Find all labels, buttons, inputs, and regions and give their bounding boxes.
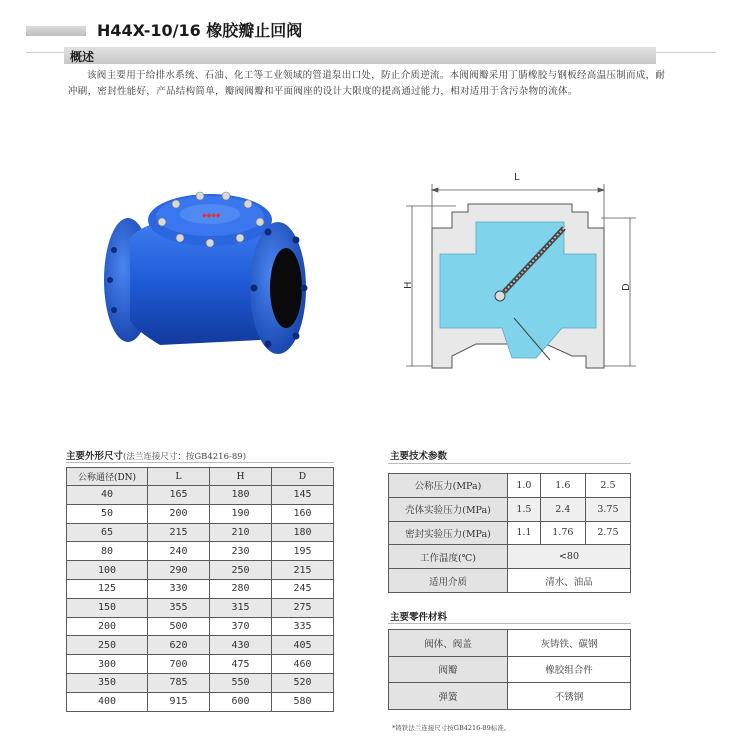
table-cell: 620: [148, 636, 210, 655]
parts-caption: 主要零件材料: [390, 612, 448, 623]
table-row: [67, 542, 334, 561]
table-cell: 280: [210, 579, 272, 598]
table-row: [389, 569, 631, 593]
overview-heading-bar: [64, 47, 656, 64]
tech-caption: 主要技术参数: [390, 451, 448, 462]
table-cell: 475: [210, 655, 272, 674]
table-row: [67, 598, 334, 617]
table-cell: 150: [67, 598, 148, 617]
table-cell: 180: [210, 486, 272, 505]
table-row: [67, 523, 334, 542]
table-cell: 350: [67, 673, 148, 692]
table-cell: 50: [67, 504, 148, 523]
part-material: 灰铸铁、碳钢: [508, 630, 631, 657]
table-cell: 700: [148, 655, 210, 674]
table-cell: 210: [210, 523, 272, 542]
cross-section-drawing: [396, 168, 646, 383]
dimensions-table: [66, 467, 334, 712]
table-cell: 370: [210, 617, 272, 636]
param-value: 1.0: [508, 474, 541, 498]
table-cell: 430: [210, 636, 272, 655]
label-L: L: [514, 172, 520, 183]
param-value: 2.5: [585, 474, 630, 498]
part-material: 不锈钢: [508, 683, 631, 710]
param-value: 2.75: [585, 521, 630, 545]
label-H: H: [403, 281, 414, 289]
table-cell: 80: [67, 542, 148, 561]
header-D: D: [272, 468, 334, 486]
label-D: D: [621, 283, 632, 291]
table-row: [67, 561, 334, 580]
table-row: [67, 579, 334, 598]
valve-photo: [100, 180, 310, 360]
table-cell: 335: [272, 617, 334, 636]
param-value: 3.75: [585, 497, 630, 521]
table-cell: 180: [272, 523, 334, 542]
table-cell: 195: [272, 542, 334, 561]
svg-text:◆◆◆◆: ◆◆◆◆: [202, 212, 221, 219]
table-cell: 100: [67, 561, 148, 580]
table-cell: 245: [272, 579, 334, 598]
overview-text: 该阀主要用于给排水系统、石油、化工等工业领域的管道泵出口处，防止介质逆流。本阀阀瓣采用丁腈橡胶与钢板经高温压制而成，耐冲刷，密封性能好，产品结构简单，瓣阀阀瓣和平面阀座的设计大限度的提高通过能力，相对适用于含污杂物的流体。: [68, 70, 666, 97]
parts-materials-table: [388, 629, 631, 710]
part-label: 弹簧: [389, 683, 508, 710]
param-value: 2.4: [540, 497, 585, 521]
table-cell: 40: [67, 486, 148, 505]
table-cell: 165: [148, 486, 210, 505]
param-value: 1.76: [540, 521, 585, 545]
table-row: [67, 692, 334, 711]
table-cell: 915: [148, 692, 210, 711]
table-row: [67, 486, 334, 505]
table-row: [389, 630, 631, 657]
param-label: 公称压力(MPa): [389, 474, 508, 498]
part-material: 橡胶组合件: [508, 656, 631, 683]
part-label: 阀瓣: [389, 656, 508, 683]
table-cell: 520: [272, 673, 334, 692]
table-row: [67, 636, 334, 655]
table-cell: 400: [67, 692, 148, 711]
header-dn: 公称通径(DN): [67, 468, 148, 486]
table-row: [389, 656, 631, 683]
param-label: 适用介质: [389, 569, 508, 593]
dims-caption-note: (法兰连接尺寸：按GB4216-89): [123, 452, 247, 462]
table-cell: 215: [148, 523, 210, 542]
table-cell: 600: [210, 692, 272, 711]
tech-params-table: [388, 473, 631, 593]
table-row: [389, 521, 631, 545]
table-cell: 785: [148, 673, 210, 692]
table-cell: 200: [148, 504, 210, 523]
table-row: [389, 545, 631, 569]
table-cell: 460: [272, 655, 334, 674]
param-label: 密封实验压力(MPa): [389, 521, 508, 545]
param-value: 1.6: [540, 474, 585, 498]
table-row: [67, 504, 334, 523]
header-L: L: [148, 468, 210, 486]
table-row: [389, 683, 631, 710]
table-cell: 275: [272, 598, 334, 617]
param-label: 工作温度(℃): [389, 545, 508, 569]
part-label: 阀体、阀盖: [389, 630, 508, 657]
table-cell: 300: [67, 655, 148, 674]
table-cell: 250: [67, 636, 148, 655]
table-header-row: [67, 468, 334, 486]
table-cell: 330: [148, 579, 210, 598]
table-cell: 355: [148, 598, 210, 617]
table-cell: 315: [210, 598, 272, 617]
table-row: [389, 497, 631, 521]
table-cell: 190: [210, 504, 272, 523]
table-cell: 145: [272, 486, 334, 505]
overview-heading: 概述: [70, 50, 95, 64]
table-cell: 290: [148, 561, 210, 580]
table-cell: 160: [272, 504, 334, 523]
table-cell: 405: [272, 636, 334, 655]
page-title: H44X-10/16 橡胶瓣止回阀: [97, 21, 303, 40]
table-cell: 580: [272, 692, 334, 711]
table-cell: 215: [272, 561, 334, 580]
page-header: [0, 18, 750, 44]
table-row: [389, 474, 631, 498]
param-value: 清水、油品: [508, 569, 631, 593]
table-cell: 550: [210, 673, 272, 692]
table-cell: 200: [67, 617, 148, 636]
param-label: 壳体实验压力(MPa): [389, 497, 508, 521]
table-cell: 250: [210, 561, 272, 580]
table-cell: 240: [148, 542, 210, 561]
param-value: 1.5: [508, 497, 541, 521]
table-row: [67, 617, 334, 636]
param-value: 1.1: [508, 521, 541, 545]
table-row: [67, 673, 334, 692]
table-cell: 230: [210, 542, 272, 561]
header-H: H: [210, 468, 272, 486]
table-cell: 500: [148, 617, 210, 636]
table-row: [67, 655, 334, 674]
valve-bore: [270, 248, 302, 328]
table-cell: 65: [67, 523, 148, 542]
param-value: <80: [508, 545, 631, 569]
title-accent-bar: [26, 26, 86, 36]
footnote: *铸铁法兰连接尺寸按GB4216-89标准。: [392, 724, 511, 732]
dims-caption: 主要外形尺寸(法兰连接尺寸：按GB4216-89): [66, 451, 247, 462]
table-cell: 125: [67, 579, 148, 598]
